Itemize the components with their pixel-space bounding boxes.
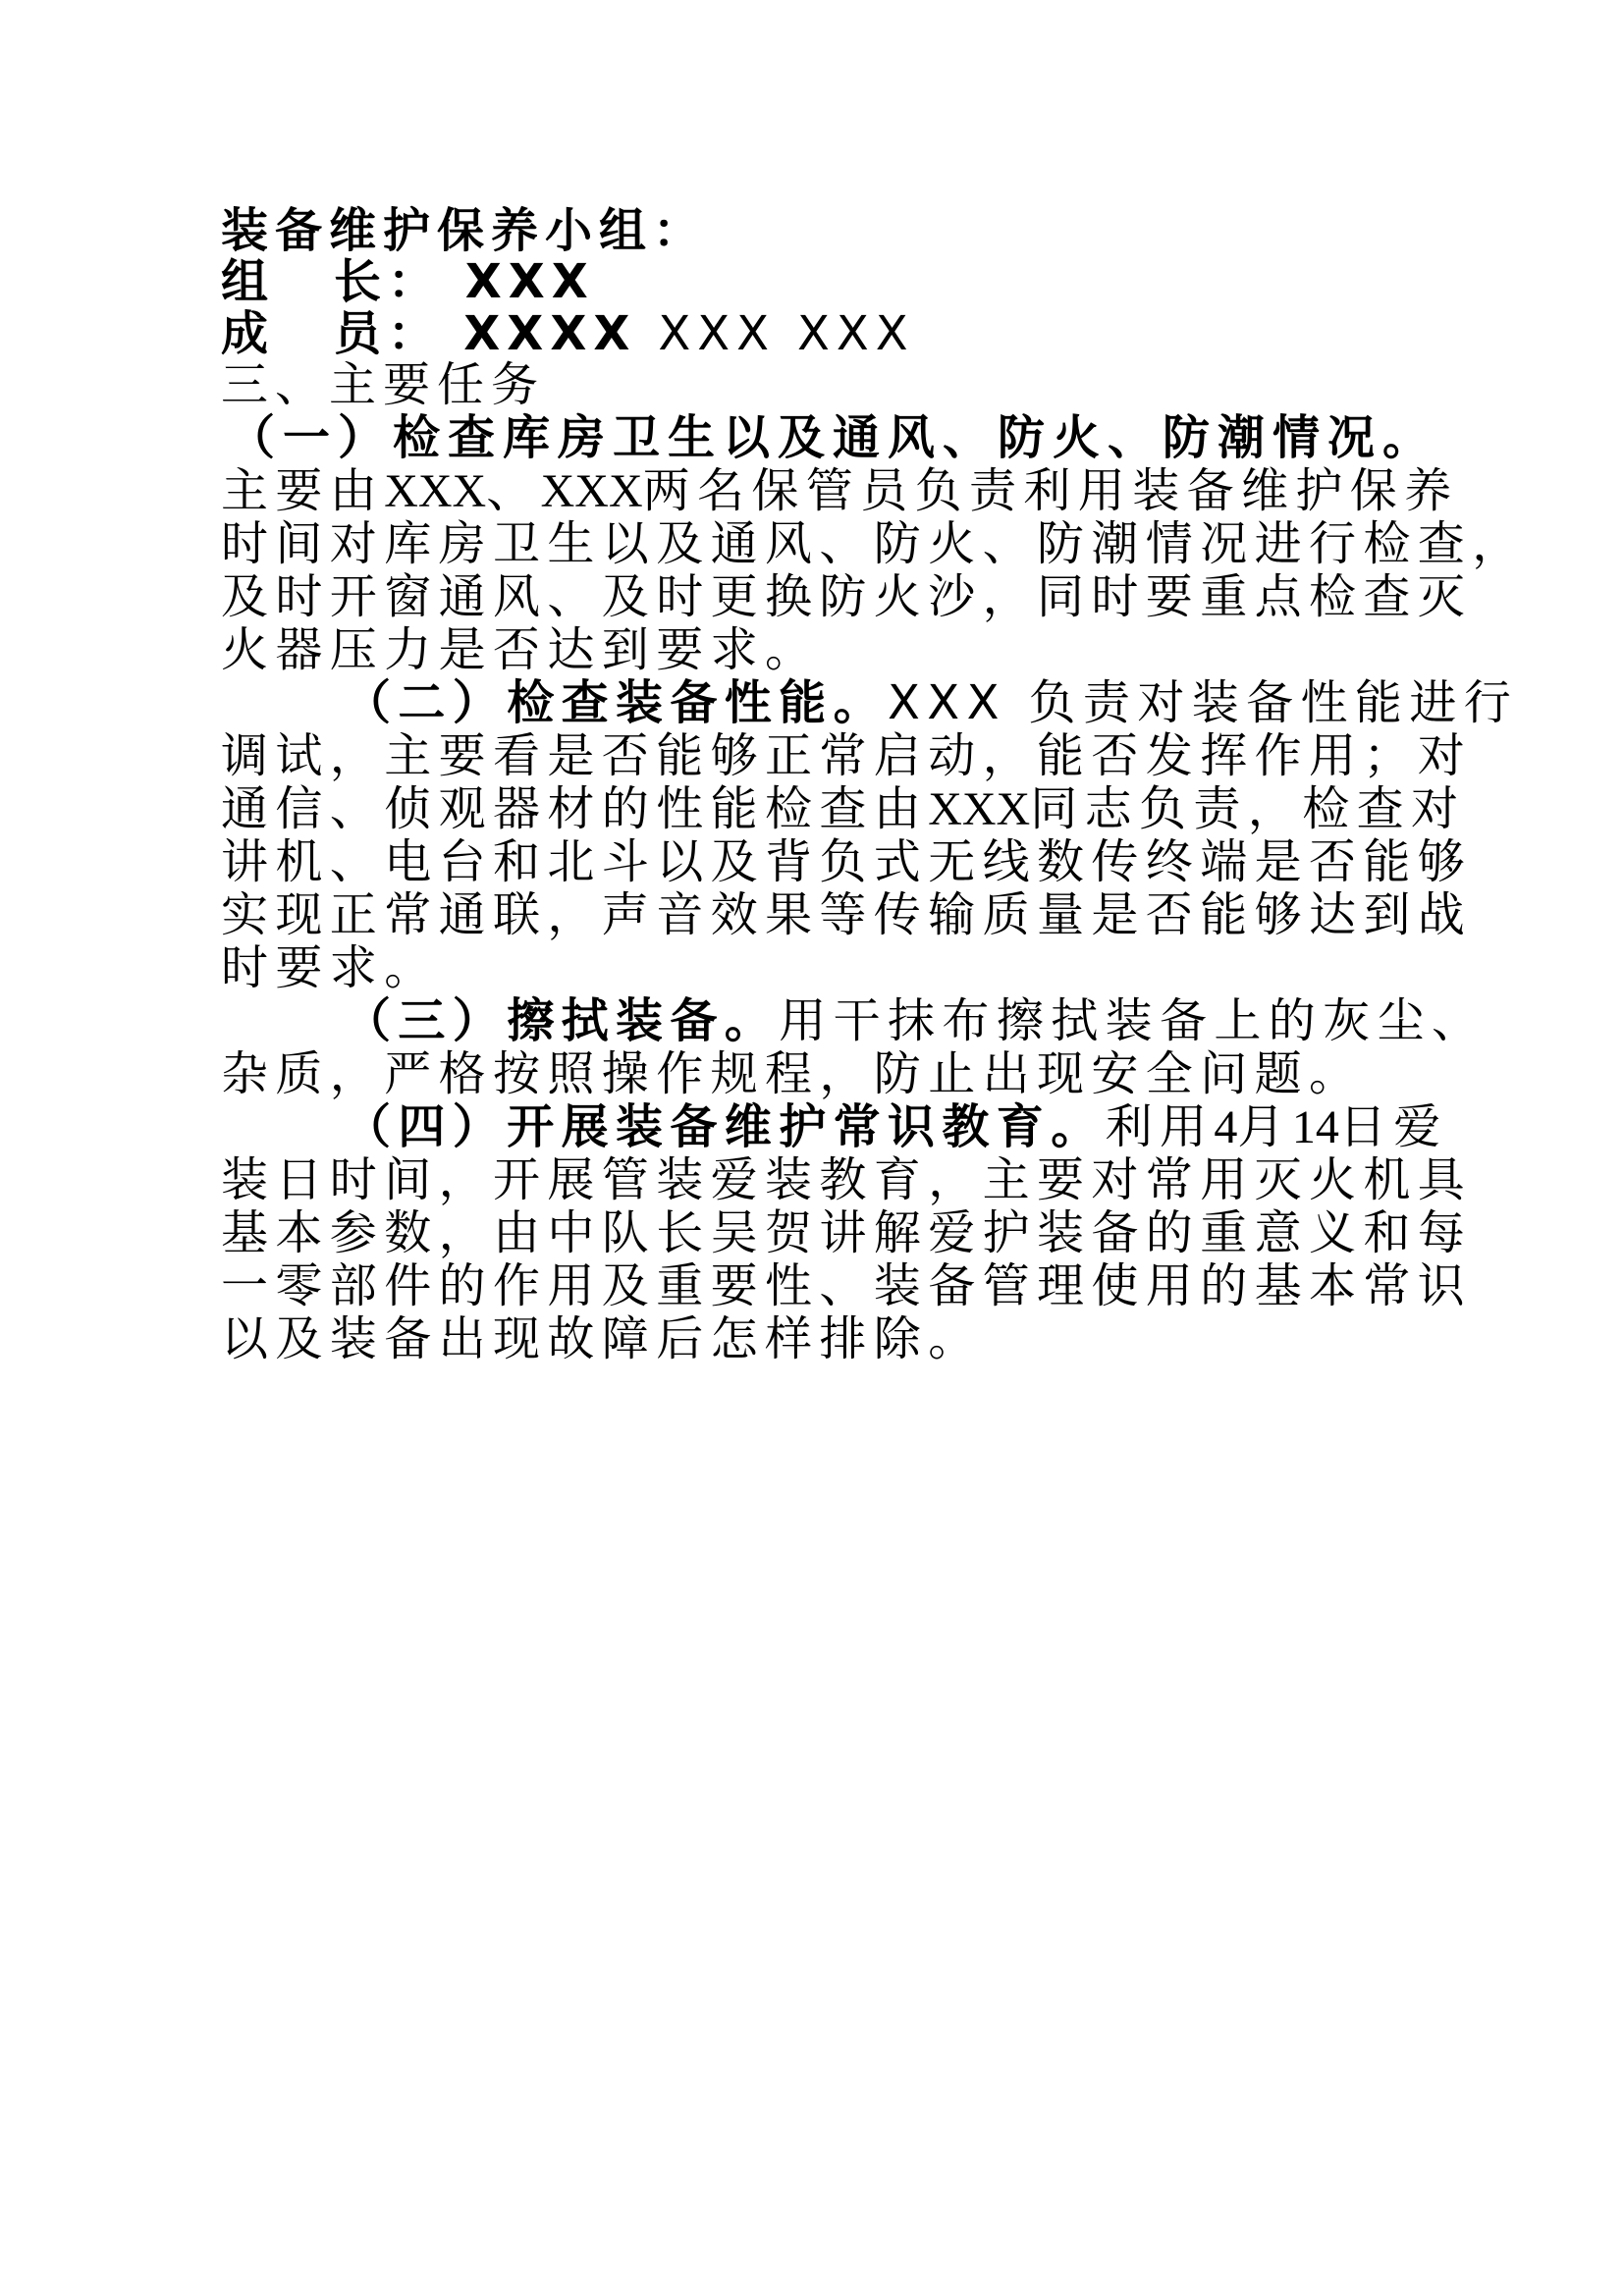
member-first: XXXX [463,306,637,361]
task2-heading: （二）检查装备性能。 [344,675,889,730]
section-heading: 三、主要任务 [221,357,546,412]
team-leader-line: 组 长： XXX [221,254,595,309]
leader-label: 组 [221,254,276,309]
task1-line1: 主要由XXX、XXX两名保管员负责利用装备维护保养 [221,463,1459,518]
task4-line4: 一零部件的作用及重要性、装备管理使用的基本常识 [221,1258,1473,1313]
task2-line4: 讲机、电台和北斗以及背负式无线数传终端是否能够 [221,834,1473,889]
task4-line5: 以及装备出现故障后怎样排除。 [221,1311,983,1366]
task1-line4: 火器压力是否达到要求。 [221,622,820,677]
team-members-line: 成 员： XXXX XXX XXX [221,306,915,361]
task1-line3: 及时开窗通风、及时更换防火沙，同时要重点检查灭 [221,569,1473,624]
leader-name: XXX [464,254,595,309]
task4-heading: （四）开展装备维护常识教育。 [344,1099,1106,1154]
task2-line1: （二）检查装备性能。XXX 负责对装备性能进行 [344,675,1519,730]
task2-line3: 通信、侦观器材的性能检查由XXX同志负责，检查对 [221,781,1466,836]
team-title: 装备维护保养小组： [221,203,708,258]
task3-line2: 杂质，严格按照操作规程，防止出现安全问题。 [221,1046,1364,1101]
member-second: XXX [658,306,776,361]
member-third: XXX [796,306,915,361]
task2-line2: 调试，主要看是否能够正常启动，能否发挥作用；对 [221,728,1473,783]
task1-heading: （一）检查库房卫生以及通风、防火、防潮情况。 [228,410,1438,465]
task4-line2: 装日时间，开展管装爱装教育，主要对常用灭火机具 [221,1152,1473,1207]
task1-line2: 时间对库房卫生以及通风、防火、防潮情况进行检查， [221,516,1527,571]
task3-line1: （三）擦拭装备。用干抹布擦拭装备上的灰尘、 [344,993,1487,1048]
task2-line6: 时要求。 [221,940,439,995]
task3-heading: （三）擦拭装备。 [344,993,780,1048]
task4-line1: （四）开展装备维护常识教育。利用4月14日爱 [344,1099,1448,1154]
task2-line5: 实现正常通联，声音效果等传输质量是否能够达到战 [221,887,1473,942]
member-label: 成 [221,306,276,361]
task4-line3: 基本参数，由中队长吴贺讲解爱护装备的重意义和每 [221,1205,1473,1260]
